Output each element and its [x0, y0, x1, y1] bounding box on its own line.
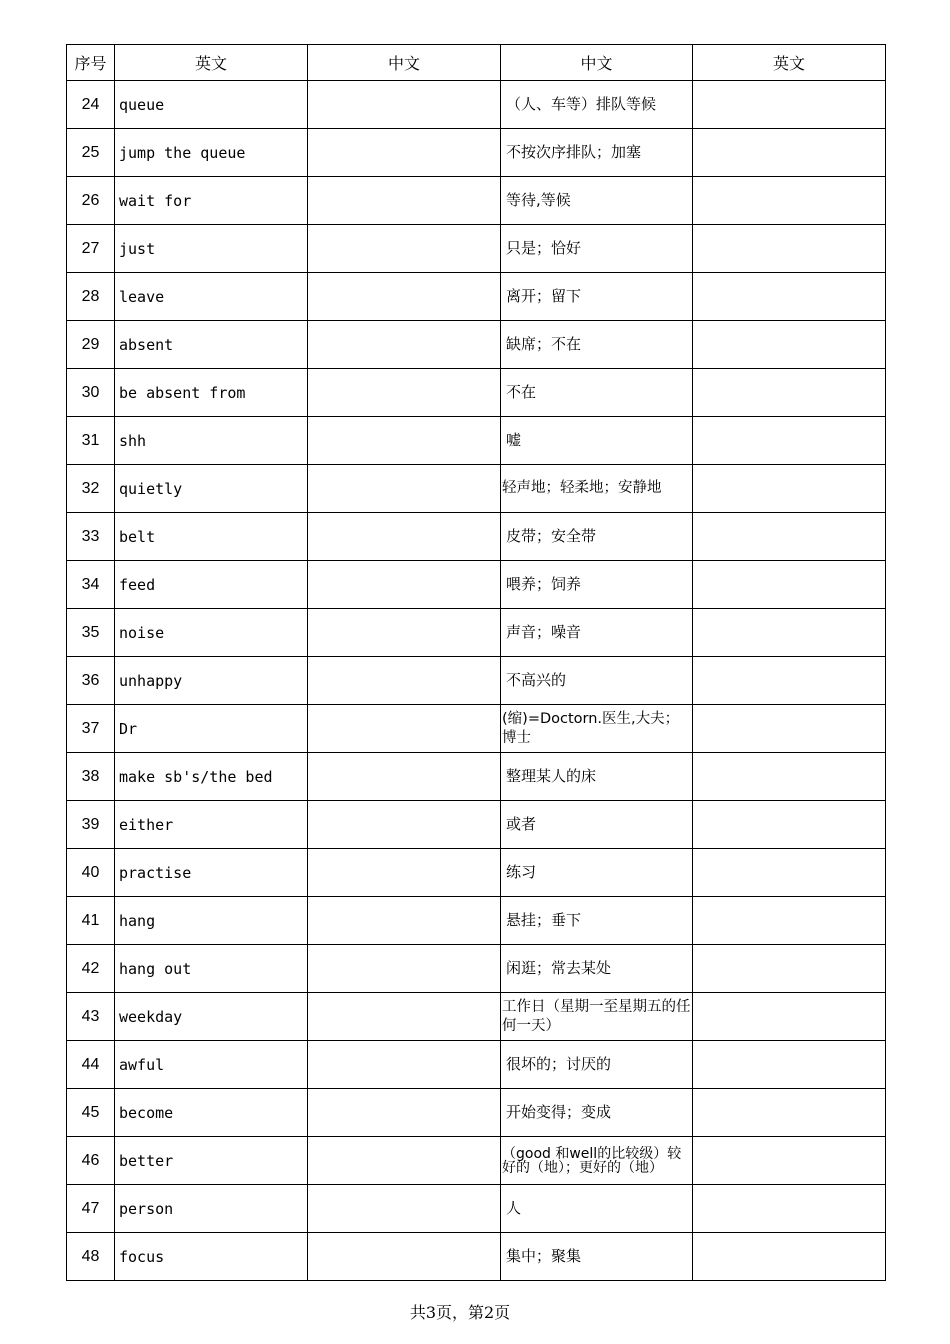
english-answer-cell — [693, 369, 886, 417]
chinese-answer-cell — [308, 945, 501, 993]
chinese-answer-cell — [308, 993, 501, 1041]
chinese-answer-cell — [308, 177, 501, 225]
english-answer-cell — [693, 273, 886, 321]
chinese-answer-cell — [308, 609, 501, 657]
english-answer-cell — [693, 657, 886, 705]
row-number: 24 — [67, 81, 115, 129]
table-row — [67, 657, 886, 705]
row-number: 32 — [67, 465, 115, 513]
table-row — [67, 1089, 886, 1137]
chinese-answer-cell — [308, 129, 501, 177]
english-word: either — [115, 801, 308, 849]
table-row — [67, 465, 886, 513]
english-answer-cell — [693, 561, 886, 609]
english-answer-cell — [693, 129, 886, 177]
table-row — [67, 417, 886, 465]
chinese-meaning: 闲逛；常去某处 — [501, 945, 693, 993]
english-answer-cell — [693, 801, 886, 849]
table-row — [67, 513, 886, 561]
english-word: weekday — [115, 993, 308, 1041]
english-word: queue — [115, 81, 308, 129]
row-number: 45 — [67, 1089, 115, 1137]
chinese-meaning: 不高兴的 — [501, 657, 693, 705]
english-word: be absent from — [115, 369, 308, 417]
table-row — [67, 1233, 886, 1281]
chinese-meaning: 等待,等候 — [501, 177, 693, 225]
english-word: noise — [115, 609, 308, 657]
english-word: feed — [115, 561, 308, 609]
chinese-meaning: 悬挂；垂下 — [501, 897, 693, 945]
chinese-meaning: 开始变得；变成 — [501, 1089, 693, 1137]
english-word: practise — [115, 849, 308, 897]
chinese-answer-cell — [308, 1041, 501, 1089]
chinese-meaning: 不在 — [501, 369, 693, 417]
english-word: belt — [115, 513, 308, 561]
chinese-answer-cell — [308, 81, 501, 129]
table-row — [67, 273, 886, 321]
table-row — [67, 369, 886, 417]
english-answer-cell — [693, 513, 886, 561]
english-word: make sb's/the bed — [115, 753, 308, 801]
table-row — [67, 705, 886, 753]
chinese-meaning: 只是；恰好 — [501, 225, 693, 273]
english-word: become — [115, 1089, 308, 1137]
header-index: 序号 — [67, 45, 115, 81]
chinese-answer-cell — [308, 1233, 501, 1281]
chinese-meaning: （人、车等）排队等候 — [501, 81, 693, 129]
vocabulary-table — [66, 44, 886, 1281]
header-english-blank: 英文 — [693, 45, 886, 81]
english-answer-cell — [693, 1089, 886, 1137]
row-number: 31 — [67, 417, 115, 465]
english-word: unhappy — [115, 657, 308, 705]
chinese-answer-cell — [308, 657, 501, 705]
chinese-answer-cell — [308, 1089, 501, 1137]
chinese-meaning: 缺席；不在 — [501, 321, 693, 369]
chinese-meaning: 人 — [501, 1185, 693, 1233]
row-number: 48 — [67, 1233, 115, 1281]
row-number: 42 — [67, 945, 115, 993]
english-answer-cell — [693, 465, 886, 513]
english-word: jump the queue — [115, 129, 308, 177]
table-row — [67, 609, 886, 657]
chinese-meaning: （good 和well的比较级）较好的（地）；更好的（地） — [501, 1137, 693, 1185]
english-answer-cell — [693, 321, 886, 369]
english-answer-cell — [693, 1185, 886, 1233]
chinese-answer-cell — [308, 225, 501, 273]
chinese-answer-cell — [308, 1137, 501, 1185]
row-number: 33 — [67, 513, 115, 561]
chinese-meaning: 喂养；饲养 — [501, 561, 693, 609]
chinese-meaning: 集中；聚集 — [501, 1233, 693, 1281]
chinese-meaning: 很坏的；讨厌的 — [501, 1041, 693, 1089]
row-number: 46 — [67, 1137, 115, 1185]
table-row — [67, 129, 886, 177]
table-row — [67, 1041, 886, 1089]
chinese-meaning: 声音；噪音 — [501, 609, 693, 657]
table-row — [67, 81, 886, 129]
row-number: 41 — [67, 897, 115, 945]
english-word: quietly — [115, 465, 308, 513]
chinese-answer-cell — [308, 513, 501, 561]
chinese-answer-cell — [308, 465, 501, 513]
row-number: 39 — [67, 801, 115, 849]
english-answer-cell — [693, 177, 886, 225]
english-answer-cell — [693, 705, 886, 753]
english-word: absent — [115, 321, 308, 369]
page-footer: 共3页，第2页 — [409, 1303, 511, 1322]
table-row — [67, 321, 886, 369]
row-number: 40 — [67, 849, 115, 897]
english-word: hang out — [115, 945, 308, 993]
row-number: 43 — [67, 993, 115, 1041]
english-answer-cell — [693, 1233, 886, 1281]
chinese-meaning: 或者 — [501, 801, 693, 849]
english-answer-cell — [693, 609, 886, 657]
english-word: person — [115, 1185, 308, 1233]
english-word: wait for — [115, 177, 308, 225]
chinese-meaning: 工作日（星期一至星期五的任何一天） — [501, 993, 693, 1041]
row-number: 44 — [67, 1041, 115, 1089]
english-word: awful — [115, 1041, 308, 1089]
chinese-answer-cell — [308, 273, 501, 321]
english-word: hang — [115, 897, 308, 945]
row-number: 25 — [67, 129, 115, 177]
row-number: 38 — [67, 753, 115, 801]
chinese-answer-cell — [308, 561, 501, 609]
chinese-answer-cell — [308, 1185, 501, 1233]
row-number: 27 — [67, 225, 115, 273]
row-number: 34 — [67, 561, 115, 609]
table-row — [67, 801, 886, 849]
chinese-answer-cell — [308, 417, 501, 465]
row-number: 47 — [67, 1185, 115, 1233]
table-row — [67, 753, 886, 801]
chinese-answer-cell — [308, 753, 501, 801]
table-row — [67, 1137, 886, 1185]
chinese-answer-cell — [308, 849, 501, 897]
table-row — [67, 897, 886, 945]
english-answer-cell — [693, 225, 886, 273]
table-row — [67, 1185, 886, 1233]
header-row — [67, 45, 886, 81]
english-answer-cell — [693, 1041, 886, 1089]
chinese-meaning: 整理某人的床 — [501, 753, 693, 801]
header-chinese-blank: 中文 — [308, 45, 501, 81]
english-word: Dr — [115, 705, 308, 753]
row-number: 30 — [67, 369, 115, 417]
chinese-meaning: 练习 — [501, 849, 693, 897]
chinese-meaning: 轻声地；轻柔地；安静地 — [501, 465, 693, 513]
row-number: 29 — [67, 321, 115, 369]
english-word: leave — [115, 273, 308, 321]
english-answer-cell — [693, 897, 886, 945]
header-english: 英文 — [115, 45, 308, 81]
table-row — [67, 561, 886, 609]
chinese-answer-cell — [308, 897, 501, 945]
row-number: 37 — [67, 705, 115, 753]
chinese-answer-cell — [308, 321, 501, 369]
chinese-meaning: 离开；留下 — [501, 273, 693, 321]
chinese-meaning: (缩)=Doctorn.医生,大夫；博士 — [501, 705, 693, 753]
row-number: 28 — [67, 273, 115, 321]
table-row — [67, 849, 886, 897]
english-word: better — [115, 1137, 308, 1185]
chinese-answer-cell — [308, 801, 501, 849]
english-answer-cell — [693, 993, 886, 1041]
table-row — [67, 993, 886, 1041]
chinese-meaning: 皮带；安全带 — [501, 513, 693, 561]
english-answer-cell — [693, 1137, 886, 1185]
english-word: shh — [115, 417, 308, 465]
english-answer-cell — [693, 417, 886, 465]
chinese-answer-cell — [308, 369, 501, 417]
table-row — [67, 945, 886, 993]
row-number: 36 — [67, 657, 115, 705]
header-chinese: 中文 — [501, 45, 693, 81]
english-answer-cell — [693, 753, 886, 801]
chinese-meaning: 嘘 — [501, 417, 693, 465]
english-word: just — [115, 225, 308, 273]
english-answer-cell — [693, 81, 886, 129]
english-answer-cell — [693, 945, 886, 993]
row-number: 35 — [67, 609, 115, 657]
english-answer-cell — [693, 849, 886, 897]
table-row — [67, 177, 886, 225]
english-word: focus — [115, 1233, 308, 1281]
row-number: 26 — [67, 177, 115, 225]
chinese-meaning: 不按次序排队；加塞 — [501, 129, 693, 177]
table-row — [67, 225, 886, 273]
chinese-answer-cell — [308, 705, 501, 753]
